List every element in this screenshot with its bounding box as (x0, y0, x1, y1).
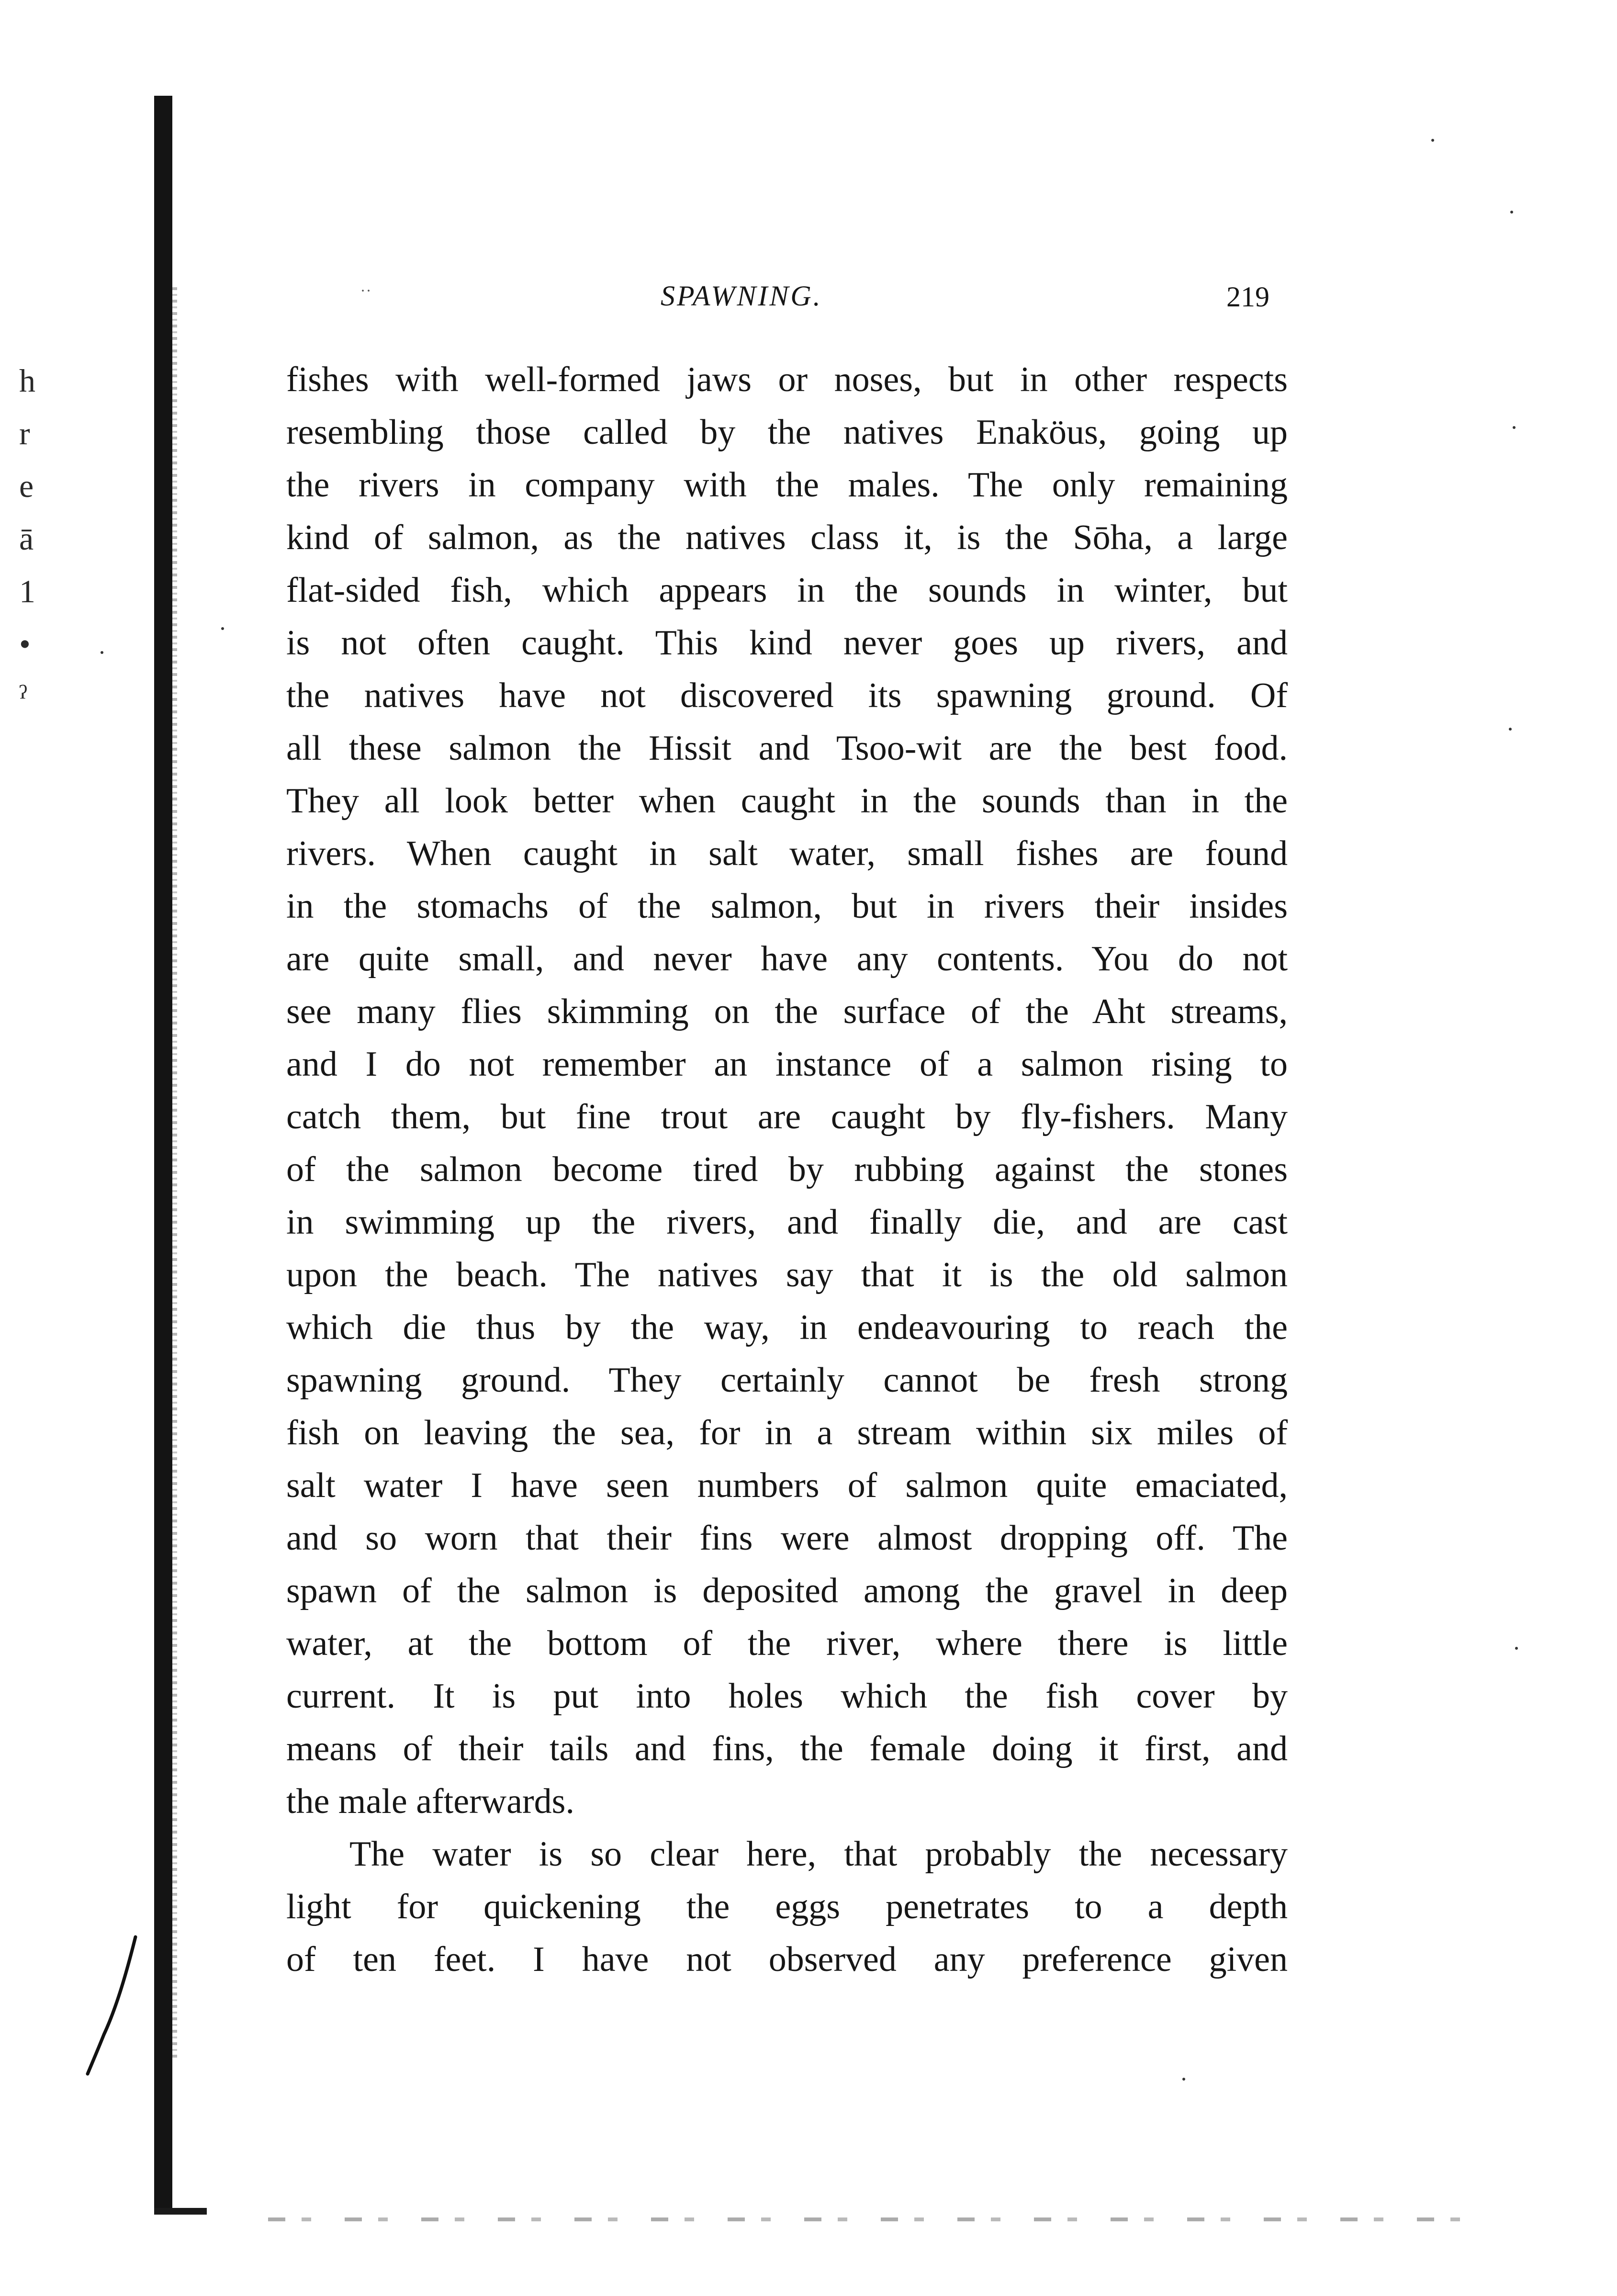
paper-speck (1510, 211, 1513, 214)
text-line: in swimming up the rivers, and finally die, and are cast (286, 1203, 1288, 1242)
text-line: which die thus by the way, in endeavouring to reach the (286, 1308, 1288, 1347)
paper-speck (1513, 426, 1516, 429)
text-line: upon the beach. The natives say that it is the old salmon (286, 1255, 1288, 1294)
text-line: the natives have not discovered its spawning ground. Of (286, 676, 1288, 715)
text-line: light for quickening the eggs penetrates to a depth (286, 1887, 1288, 1926)
binding-shadow (154, 96, 172, 2212)
text-line: of the salmon become tired by rubbing against the stones (286, 1150, 1288, 1189)
text-line: means of their tails and fins, the female doing it first, and (286, 1729, 1288, 1768)
text-line: current. It is put into holes which the fish cover by (286, 1677, 1288, 1716)
bleed-char: 1 (19, 573, 35, 609)
running-title: SPAWNING. (661, 280, 822, 312)
text-line: kind of salmon, as the natives class it, is the Sōha, a large (286, 518, 1288, 557)
text-line: is not often caught. This kind never goes up rivers, and (286, 623, 1288, 663)
text-line: fishes with well-formed jaws or noses, but in other respects (286, 360, 1288, 399)
bleed-char: e (19, 468, 34, 504)
text-line: in the stomachs of the salmon, but in rivers their insides (286, 887, 1288, 926)
text-line: They all look better when caught in the sounds than in the (286, 781, 1288, 821)
paper-speck (1431, 139, 1434, 142)
text-line: flat-sided fish, which appears in the sounds in winter, but (286, 571, 1288, 610)
text-line: spawn of the salmon is deposited among the gravel in deep (286, 1571, 1288, 1610)
body-text (286, 353, 1288, 1986)
text-line: and so worn that their fins were almost dropping off. The (286, 1519, 1288, 1558)
bottom-edge-noise (268, 2217, 1474, 2221)
text-line: water, at the bottom of the river, where there is little (286, 1624, 1288, 1663)
text-line: salt water I have seen numbers of salmon quite emaciated, (286, 1466, 1288, 1505)
text-line: fish on leaving the sea, for in a stream within six miles of (286, 1413, 1288, 1452)
text-line: the rivers in company with the males. The only remaining (286, 465, 1288, 505)
paper-speck (1182, 2078, 1185, 2081)
text-line: spawning ground. They certainly cannot be fresh strong (286, 1361, 1288, 1400)
bleed-char: ˀ (19, 678, 27, 715)
text-line: and I do not remember an instance of a salmon rising to (286, 1045, 1288, 1084)
binding-edge-texture (172, 287, 177, 2059)
text-line: see many flies skimming on the surface of the Aht streams, (286, 992, 1288, 1031)
bleed-char: r (19, 415, 30, 451)
paper-speck (101, 651, 103, 654)
text-line: resembling those called by the natives Enaköus, going up (286, 413, 1288, 452)
bleed-char: h (19, 362, 35, 399)
paragraph-start-line: The water is so clear here, that probably the necessary (349, 1835, 1288, 1874)
paper-speck (1509, 728, 1512, 731)
text-line: all these salmon the Hissit and Tsoo-wit are the best food. (286, 729, 1288, 768)
page-number: 219 (1226, 281, 1269, 313)
bleed-char: ā (19, 520, 34, 557)
header-speck: ˙˙ (360, 286, 371, 305)
paper-speck (221, 627, 224, 630)
pen-stroke-mark (84, 1934, 141, 2078)
bleed-char: • (19, 626, 31, 662)
text-line: rivers. When caught in salt water, small fishes are found (286, 834, 1288, 873)
facing-page-bleed (19, 354, 57, 723)
binding-foot (154, 2208, 207, 2215)
text-line: of ten feet. I have not observed any preference given (286, 1940, 1288, 1979)
paper-speck (1515, 1647, 1518, 1650)
text-line: catch them, but fine trout are caught by fly-fishers. Many (286, 1097, 1288, 1137)
paragraph-end-line: the male afterwards. (286, 1782, 574, 1821)
text-line: are quite small, and never have any contents. You do not (286, 939, 1288, 979)
